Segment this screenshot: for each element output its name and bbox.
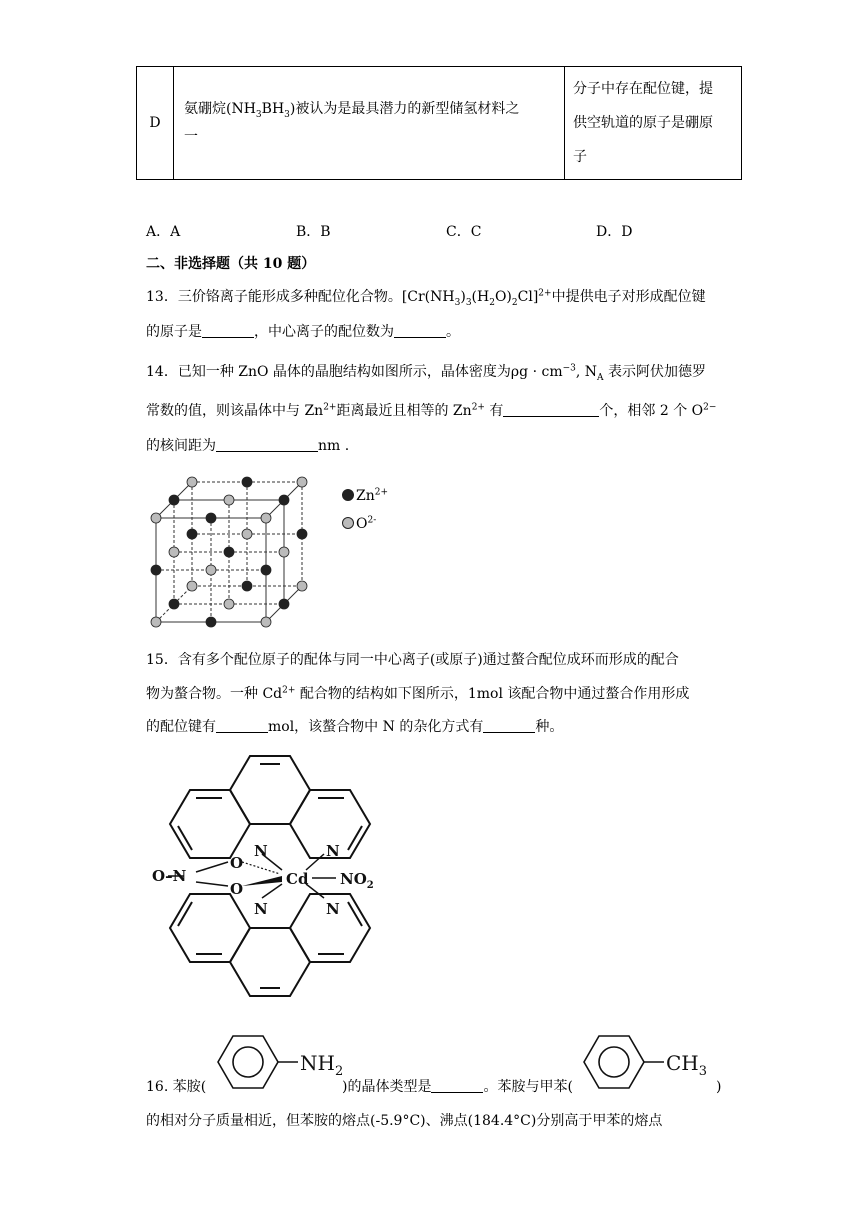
q15-line-3: 的配位键有 mol，该螯合物中 N 的杂化方式有 种。 <box>146 719 564 735</box>
table-row <box>137 67 742 180</box>
q16-line-1-start: 16. 苯胺( <box>146 1079 207 1095</box>
row-label-cell <box>137 67 174 180</box>
nh2-label: $NH_2$ <box>300 1051 344 1079</box>
q16-line-1-end: ) <box>716 1079 722 1095</box>
legend-oxygen: $O^{2-}$ <box>342 514 376 534</box>
q16-line-1-mid: )的晶体类型是 。苯胺与甲苯( <box>342 1079 573 1095</box>
cd-complex-structure <box>150 750 400 1002</box>
q13-line-1: 13．三价铬离子能形成多种配位化合物。$[Cr(NH_3)_3(H_2O)_2Cl]^{2+}$中提供电子对形成配位键 <box>146 288 706 308</box>
o-atom: O <box>230 880 244 898</box>
q13-line-2: 的原子是 ，中心离子的配位数为 。 <box>146 324 460 340</box>
reason-line-3: 子 <box>573 149 587 165</box>
reason-line-1: 分子中存在配位键，提 <box>573 81 713 97</box>
choice-a[interactable]: A．A <box>146 224 181 240</box>
statement-cell <box>174 67 565 180</box>
answer-blank[interactable] <box>503 401 599 417</box>
choice-b[interactable]: B．B <box>296 224 331 240</box>
section-title: 二、非选择题（共 10 题） <box>146 256 316 272</box>
n-atom: N <box>254 900 268 918</box>
oxygen-dot-icon <box>342 517 354 529</box>
answer-blank[interactable] <box>431 1077 483 1093</box>
zno-unit-cell-figure <box>146 470 316 632</box>
n-atom: N <box>254 842 268 860</box>
answer-blank[interactable] <box>216 436 318 452</box>
q16-line-2: 的相对分子质量相近，但苯胺的熔点(-5.9°C)、沸点(184.4°C)分别高于甲苯的熔点 <box>146 1113 663 1129</box>
statement-text: 氨硼烷$(NH_3BH_3)$被认为是最具潜力的新型储氢材料之 <box>184 101 520 120</box>
q15-line-1: 15．含有多个配位原子的配体与同一中心离子(或原子)通过螯合配位成环而形成的配合 <box>146 652 679 668</box>
answer-blank[interactable] <box>202 322 254 338</box>
nitrito-group: O–N <box>152 867 187 885</box>
cd-atom: Cd <box>286 870 309 888</box>
no2-group: $NO_2$ <box>340 870 374 891</box>
choice-c[interactable]: C．C <box>446 224 482 240</box>
toluene-structure <box>578 1032 718 1092</box>
q14-line-1: 14．已知一种 ZnO 晶体的晶胞结构如图所示，晶体密度为$\rho g \cdot cm^{-3}$, $N_A$ 表示阿伏加德罗 <box>146 363 706 383</box>
o-atom: O <box>230 854 244 872</box>
statement-text-cont: 一 <box>184 129 198 145</box>
choice-d[interactable]: D．D <box>596 224 633 240</box>
answer-blank[interactable] <box>216 717 268 733</box>
row-label: D <box>149 115 161 131</box>
n-atom: N <box>326 900 340 918</box>
reason-line-2: 供空轨道的原子是硼原 <box>573 115 713 131</box>
q15-line-2: 物为螯合物。一种 $Cd^{2+}$ 配合物的结构如下图所示，1mol 该配合物中通过螯合作用形成 <box>146 685 690 702</box>
ch3-label: $CH_3$ <box>666 1051 708 1079</box>
zinc-dot-icon <box>342 489 354 501</box>
options-table <box>136 66 742 180</box>
q14-line-2: 常数的值，则该晶体中与 $Zn^{2+}$距离最近且相等的 $Zn^{2+}$ 有 个，相邻 2 个 $O^{2-}$ <box>146 402 717 419</box>
answer-blank[interactable] <box>483 717 535 733</box>
legend-zinc: $Zn^{2+}$ <box>342 486 388 506</box>
q14-line-3: 的核间距为 nm . <box>146 438 350 454</box>
aniline-structure <box>204 1032 344 1092</box>
answer-blank[interactable] <box>394 322 446 338</box>
reason-cell <box>565 67 742 180</box>
n-atom: N <box>326 842 340 860</box>
